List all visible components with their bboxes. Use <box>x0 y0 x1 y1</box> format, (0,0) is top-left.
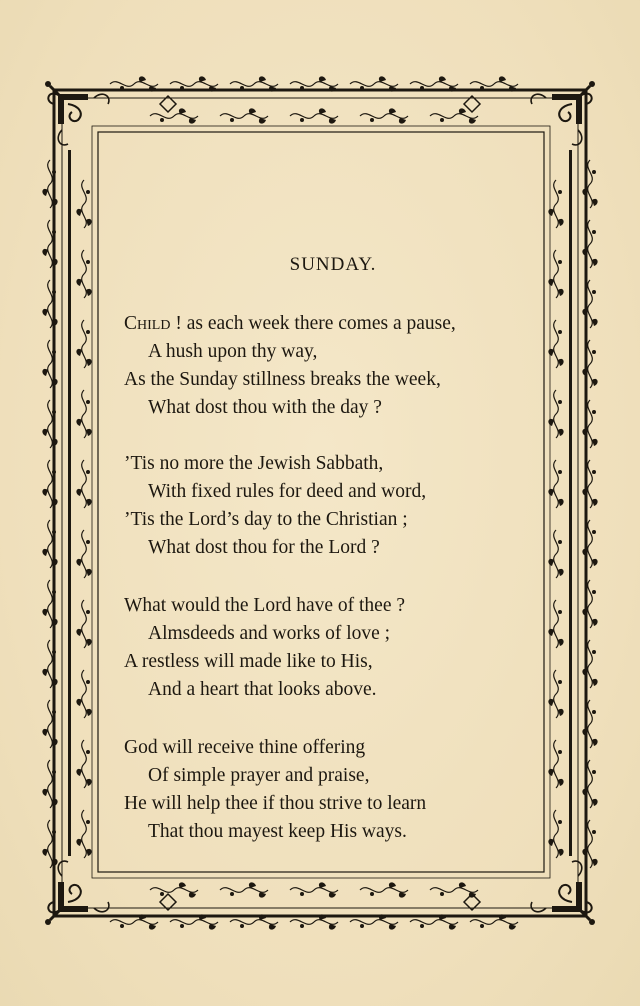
first-line-rest: ! as each week there comes a pause, <box>170 313 456 334</box>
first-word: Child <box>124 313 171 334</box>
poem-line: He will help thee if thou strive to learn <box>124 793 427 814</box>
poem-line: ’Tis no more the Jewish Sabbath, <box>124 453 384 474</box>
stanza-3 <box>124 592 554 704</box>
poem-line: As the Sunday stillness breaks the week, <box>124 369 441 390</box>
poem-line: That thou mayest keep His ways. <box>148 821 407 842</box>
poem-line: With fixed rules for deed and word, <box>148 481 427 502</box>
stanza-1 <box>124 310 554 422</box>
poem-line: God will receive thine offering <box>124 737 366 758</box>
poem-line: Of simple prayer and praise, <box>148 765 370 786</box>
poem-line: What would the Lord have of thee ? <box>124 595 406 616</box>
stanza-4 <box>124 734 554 846</box>
poem-line: A restless will made like to His, <box>124 651 373 672</box>
poem-title: SUNDAY. <box>289 254 377 275</box>
stanza-2 <box>124 450 554 562</box>
poem-line: ’Tis the Lord’s day to the Christian ; <box>124 509 408 530</box>
poem-line: A hush upon thy way, <box>148 341 318 362</box>
poem-line: What dost thou with the day ? <box>148 397 382 418</box>
poem-line: What dost thou for the Lord ? <box>148 537 380 558</box>
poem-line: And a heart that looks above. <box>148 679 377 700</box>
poem-line <box>124 310 554 338</box>
poem-line: Almsdeeds and works of love ; <box>148 623 391 644</box>
